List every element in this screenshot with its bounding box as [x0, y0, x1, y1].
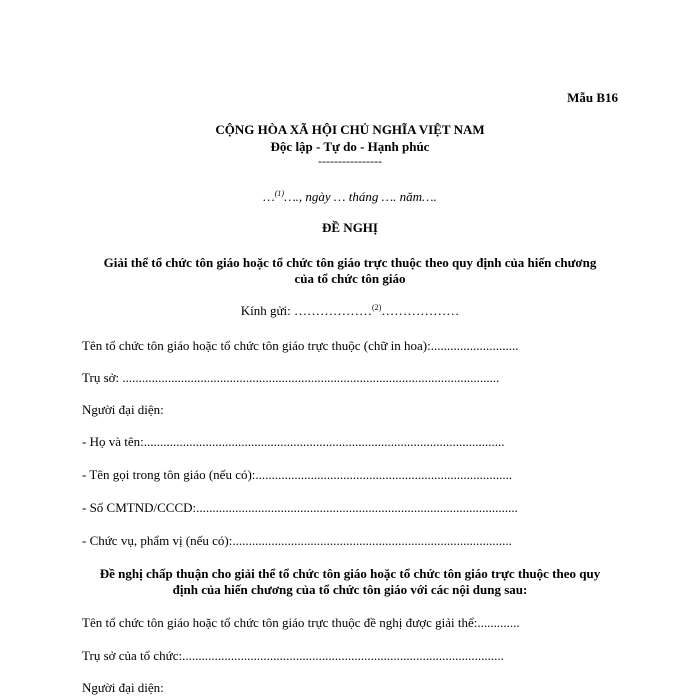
dissolve-representative-label: Người đại diện:	[82, 680, 164, 695]
org-name-field: Tên tổ chức tôn giáo hoặc tổ chức tôn giáo trực thuộc (chữ in hoa):...........................	[82, 338, 519, 353]
document-subtitle-line2: của tổ chức tôn giáo	[294, 271, 406, 286]
place-date-rest: …., ngày … tháng …. năm….	[284, 189, 437, 204]
address-field: Trụ sở: ....................................................................................................................	[82, 370, 500, 385]
place-date-line	[0, 189, 700, 205]
country-heading: CỘNG HÒA XÃ HỘI CHỦ NGHĨA VIỆT NAM	[215, 122, 485, 137]
recipient-rest: ………………	[381, 303, 460, 318]
footnote-1: (1)	[274, 189, 285, 198]
request-paragraph-line1: Đề nghị chấp thuận cho giải thể tổ chức tôn giáo hoặc tổ chức tôn giáo trực thuộc theo quy	[99, 566, 601, 581]
document-title: ĐỀ NGHỊ	[322, 220, 378, 235]
id-number-field: - Số CMTND/CCCD:...................................................................................................	[82, 500, 518, 515]
place-date-prefix: …	[263, 189, 275, 204]
recipient-line	[0, 303, 700, 319]
dissolve-org-address-field: Trụ sở của tổ chức:...................................................................................................	[82, 648, 504, 663]
religious-name-field: - Tên gọi trong tôn giáo (nếu có):...............................................................................	[82, 467, 513, 482]
footnote-2: (2)	[371, 303, 382, 312]
motto: Độc lập - Tự do - Hạnh phúc	[270, 139, 430, 154]
recipient-label: Kính gửi: ………………	[240, 303, 372, 318]
dissolve-org-name-field: Tên tổ chức tôn giáo hoặc tổ chức tôn giáo trực thuộc đề nghị được giải thể:.............	[82, 615, 520, 630]
form-code: Mẫu B16	[567, 90, 618, 105]
position-field: - Chức vụ, phẩm vị (nếu có):......................................................................................	[82, 533, 512, 548]
full-name-field: - Họ và tên:...............................................................................................................	[82, 434, 505, 449]
header-divider: ----------------	[318, 154, 382, 168]
request-paragraph-line2: định của hiến chương của tổ chức tôn giáo với các nội dung sau:	[172, 582, 528, 597]
document-subtitle-line1: Giải thể tổ chức tôn giáo hoặc tổ chức tôn giáo trực thuộc theo quy định của hiến chương	[103, 255, 597, 270]
representative-label: Người đại diện:	[82, 402, 164, 417]
